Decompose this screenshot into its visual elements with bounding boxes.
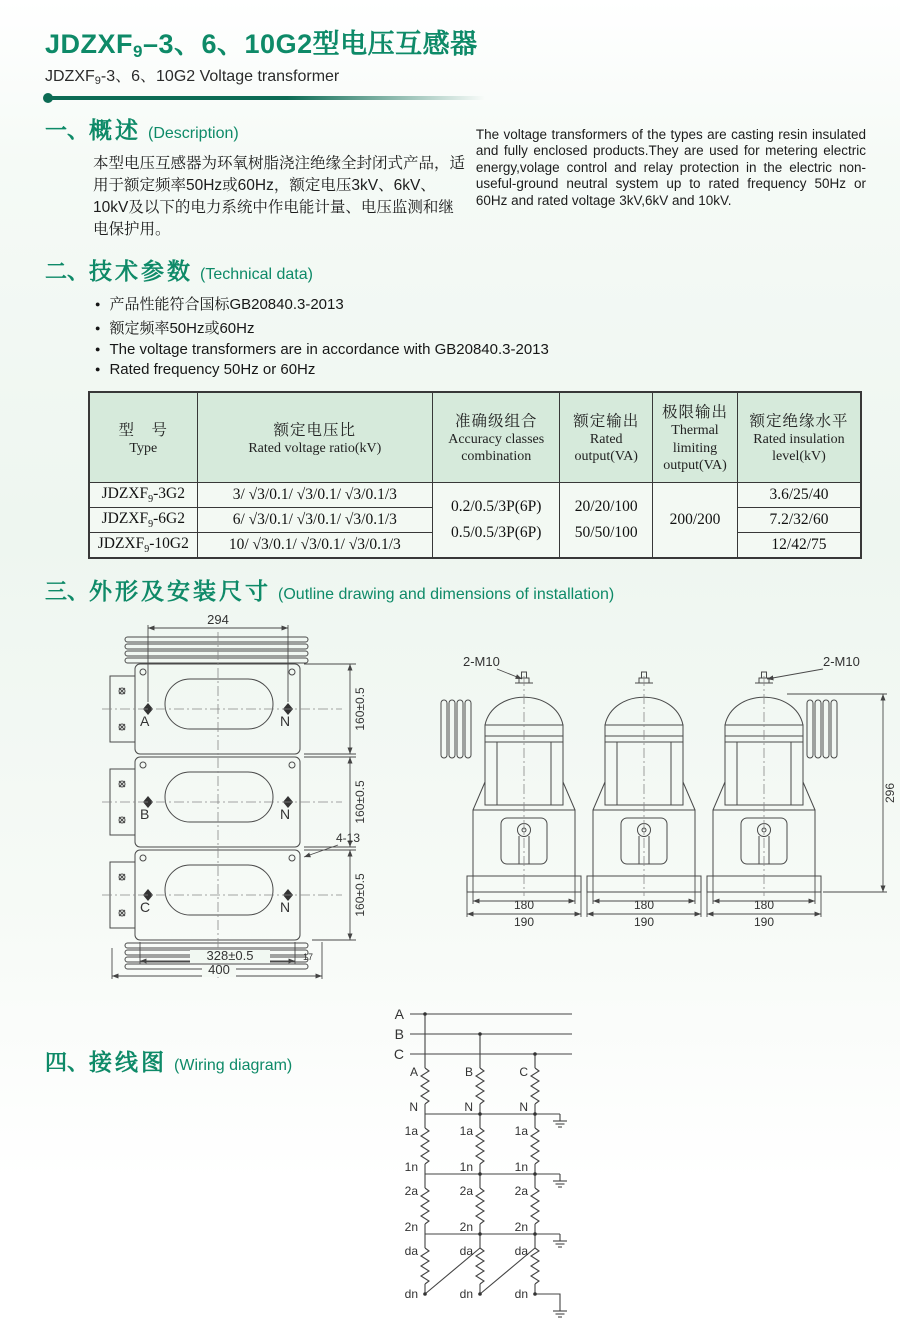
header-type: 型 号 Type	[89, 392, 197, 482]
dim-label-4-13: 4-13	[336, 830, 361, 845]
dim-label-160-a: 160±0.5	[353, 687, 367, 731]
top-fins	[125, 637, 308, 663]
dim-label-180: 180	[633, 897, 655, 912]
cell-insulation-10g2: 12/42/75	[737, 532, 861, 558]
side-unit-1	[441, 672, 581, 917]
section3-title-zh: 外形及安装尺寸	[89, 577, 272, 604]
header-rated-output: 额定输出 Rated output(VA)	[560, 392, 653, 482]
section2-heading	[45, 253, 866, 286]
page-subtitle	[45, 63, 866, 87]
terminal-label-a: A	[140, 712, 150, 729]
callout-leader-left	[497, 669, 522, 679]
dim-label-190: 190	[633, 914, 655, 929]
dim-label-328: 328±0.5	[206, 947, 254, 963]
header-accuracy: 准确级组合 Accuracy classes combination	[433, 392, 560, 482]
table-header-row	[89, 392, 861, 482]
bullet-standard-zh: ● 产品性能符合国标GB20840.3-2013	[95, 293, 866, 314]
wiring-lines	[410, 1014, 572, 1304]
dim-label-190: 190	[513, 914, 535, 929]
side-fins-left	[441, 700, 471, 758]
cell-accuracy: 0.2/0.5/3P(6P) 0.5/0.5/3P(6P)	[433, 482, 560, 558]
terminal-label-b: B	[140, 805, 150, 822]
bus-label-b: B	[394, 1025, 404, 1042]
neutral-label: N	[409, 1099, 418, 1114]
dim-label-296: 296	[883, 782, 897, 803]
centerlines	[102, 632, 342, 978]
primary-label-c: C	[519, 1064, 528, 1079]
section1-number: 一、	[45, 118, 90, 143]
winding-label-2a: 2a	[514, 1183, 528, 1198]
winding-label-2a: 2a	[404, 1183, 418, 1198]
cell-ratio-10g2: 10/ √3/0.1/ √3/0.1/ √3/0.1/3	[197, 532, 432, 558]
bus-label-c: C	[393, 1045, 404, 1062]
callout-label-2m10-right: 2-M10	[823, 653, 860, 669]
winding-label-2a: 2a	[459, 1183, 473, 1198]
neutral-label: N	[464, 1099, 473, 1114]
dim-label-190: 190	[753, 914, 775, 929]
section2-number: 二、	[45, 259, 90, 284]
winding-label-2n: 2n	[404, 1219, 418, 1234]
winding-label-dn: dn	[459, 1286, 473, 1301]
winding-label-1a: 1a	[514, 1123, 528, 1138]
cell-insulation-3g2: 3.6/25/40	[737, 482, 861, 507]
title-divider	[45, 96, 485, 100]
dim-label-400: 400	[208, 961, 230, 977]
title-subscript: 9	[133, 42, 143, 61]
callout-label-2m10-left: 2-M10	[463, 653, 500, 669]
section3-title-en: (Outline drawing and dimensions of installation)	[278, 585, 615, 603]
bus-label-a: A	[394, 1005, 404, 1022]
section-description	[45, 112, 866, 241]
winding-label-1n: 1n	[404, 1159, 418, 1174]
technical-parameters-table	[88, 391, 862, 559]
bullet-frequency-en: ● Rated frequency 50Hz or 60Hz	[95, 361, 866, 378]
dim-label-180: 180	[753, 897, 775, 912]
terminal-label-n: N	[280, 898, 291, 915]
neutral-label: N	[519, 1099, 528, 1114]
cell-ratio-6g2: 6/ √3/0.1/ √3/0.1/ √3/0.1/3	[197, 507, 432, 532]
section1-title-en: (Description)	[148, 125, 239, 142]
section4-title-en: (Wiring diagram)	[174, 1056, 293, 1074]
section4-number: 四、	[45, 1049, 90, 1075]
page-title	[45, 22, 866, 62]
header-insulation: 额定绝缘水平 Rated insulation level(kV)	[737, 392, 861, 482]
header-ratio: 额定电压比 Rated voltage ratio(kV)	[197, 392, 432, 482]
cell-type-10g2: $JDZXF_9-10G2$	[89, 532, 197, 558]
winding-label-dn: dn	[514, 1286, 528, 1301]
cell-rated-output: 20/20/100 50/50/100	[560, 482, 653, 558]
winding-label-da: da	[514, 1243, 528, 1258]
ground-symbols	[553, 1114, 567, 1317]
winding-label-2n: 2n	[459, 1219, 473, 1234]
title-suffix: –3、6、10G2型电压互感器	[142, 29, 478, 59]
dim-label-17: 17	[303, 951, 314, 962]
dim-label-294: 294	[207, 611, 229, 627]
cell-type-3g2: $JDZXF_9-3G2$	[89, 482, 197, 507]
winding-label-1a: 1a	[459, 1123, 473, 1138]
description-paragraph-zh: 本型电压互感器为环氧树脂浇注绝缘全封闭式产品，适用于额定频率50Hz或60Hz，额定电压3kV、6kV、10kV及以下的电力系统中作电能计量、电压监测和继电保护用。	[93, 155, 466, 238]
subtitle-prefix: JDZXF	[45, 68, 95, 85]
dim-160-lines	[304, 664, 356, 940]
dim-label-180: 180	[513, 897, 535, 912]
section-technical-data	[45, 253, 866, 559]
cell-ratio-3g2: 3/ √3/0.1/ √3/0.1/ √3/0.1/3	[197, 482, 432, 507]
side-unit-3	[707, 672, 837, 917]
table-row	[89, 482, 861, 507]
cell-thermal-output: 200/200	[653, 482, 738, 558]
primary-label-b: B	[464, 1064, 473, 1079]
section-outline-dimensions	[45, 573, 897, 982]
dim-label-160-b: 160±0.5	[353, 780, 367, 824]
section-wiring-diagram	[45, 998, 866, 1328]
divider-dot	[43, 93, 53, 103]
winding-label-da: da	[459, 1243, 473, 1258]
section2-title-zh: 技术参数	[89, 258, 194, 284]
header-thermal-output: 极限输出 Thermal limiting output(VA)	[653, 392, 738, 482]
subtitle-suffix: -3、6、10G2 Voltage transformer	[100, 68, 340, 85]
terminal-label-c: C	[140, 898, 151, 915]
side-fins-right	[807, 700, 837, 758]
outline-side-views	[435, 650, 905, 940]
bullet-standard-en: ● The voltage transformers are in accordance with GB20840.3-2013	[95, 341, 866, 358]
section2-title-en: (Technical data)	[200, 266, 313, 283]
description-paragraph-en: The voltage transformers of the types are casting resin insulated and fully enclosed products.They are used for metering electric energy,volage control and relay protection in the electric non-useful-ground neutral system up to rated frequency 50Hz or 60Hz and rated voltage 3kV,6kV and 10kV.	[475, 127, 866, 208]
cell-insulation-6g2: 7.2/32/60	[737, 507, 861, 532]
winding-label-1n: 1n	[514, 1159, 528, 1174]
section4-title-zh: 接线图	[89, 1048, 168, 1075]
outline-front-view	[90, 612, 400, 982]
technical-data-bullets	[95, 293, 866, 378]
section3-heading	[45, 573, 866, 606]
outline-drawings	[45, 611, 897, 982]
dim-label-160-c: 160±0.5	[353, 873, 367, 917]
terminal-label-n: N	[280, 712, 291, 729]
terminal-label-n: N	[280, 805, 291, 822]
side-unit-2	[587, 672, 701, 917]
cell-type-6g2: $JDZXF_9-6G2$	[89, 507, 197, 532]
primary-label-a: A	[409, 1064, 418, 1079]
section1-title-zh: 概述	[89, 117, 142, 143]
winding-label-dn: dn	[404, 1286, 418, 1301]
winding-label-2n: 2n	[514, 1219, 528, 1234]
bullet-frequency-zh: ● 额定频率50Hz或60Hz	[95, 317, 866, 338]
title-prefix: JDZXF	[45, 29, 134, 59]
winding-label-1n: 1n	[459, 1159, 473, 1174]
winding-label-1a: 1a	[404, 1123, 418, 1138]
subtitle-subscript: 9	[94, 75, 101, 87]
section4-heading	[45, 1044, 390, 1077]
callout-leader-right	[767, 669, 823, 679]
wiring-diagram	[390, 998, 690, 1328]
winding-label-da: da	[404, 1243, 418, 1258]
section3-number: 三、	[45, 578, 90, 604]
